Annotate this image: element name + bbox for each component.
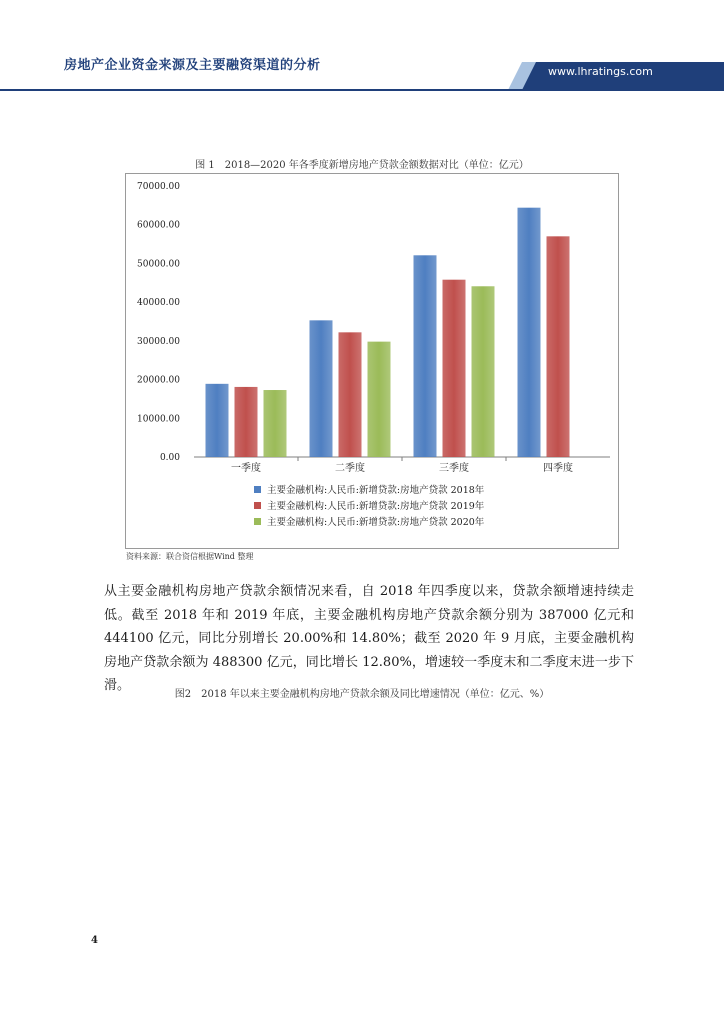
legend-label: 主要金融机构:人民币:新增贷款:房地产贷款 2019年 — [267, 501, 485, 512]
y-tick-label: 30000.00 — [137, 336, 180, 347]
y-tick-label: 0.00 — [159, 453, 180, 463]
legend-swatch — [254, 486, 261, 493]
bar-chart — [126, 174, 618, 548]
x-category-label: 二季度 — [335, 463, 365, 474]
legend-label: 主要金融机构:人民币:新增贷款:房地产贷款 2018年 — [267, 485, 485, 496]
bar-1-4 — [518, 208, 541, 457]
chart-frame — [125, 173, 619, 549]
x-category-label: 四季度 — [543, 463, 573, 474]
y-tick-label: 40000.00 — [137, 298, 180, 309]
header-url[interactable]: www.lhratings.com — [548, 65, 653, 78]
bar-3-1 — [264, 390, 287, 457]
y-tick-label: 20000.00 — [137, 375, 180, 386]
bar-2-3 — [443, 280, 466, 457]
page-number: 4 — [91, 935, 98, 946]
y-tick-label: 10000.00 — [137, 414, 180, 425]
figure1-caption: 图 1 2018—2020 年各季度新增房地产贷款金额数据对比（单位：亿元） — [195, 160, 529, 171]
bar-2-2 — [339, 332, 362, 457]
bar-1-3 — [414, 255, 437, 457]
bar-1-2 — [310, 320, 333, 457]
y-tick-label: 60000.00 — [137, 220, 180, 231]
x-category-label: 三季度 — [439, 463, 469, 474]
figure2-caption: 图2 2018 年以来主要金融机构房地产贷款余额及同比增速情况（单位：亿元、%） — [174, 689, 550, 700]
bar-1-1 — [206, 384, 229, 457]
bar-2-1 — [235, 387, 258, 457]
legend-label: 主要金融机构:人民币:新增贷款:房地产贷款 2020年 — [267, 517, 485, 528]
header-band — [0, 0, 724, 100]
x-category-label: 一季度 — [231, 463, 261, 474]
y-tick-label: 70000.00 — [137, 182, 180, 192]
body-paragraph: 从主要金融机构房地产贷款余额情况来看，自 2018 年四季度以来，贷款余额增速持续走低。截至 2018 年和 2019 年底，主要金融机构房地产贷款余额分别为 387000 亿元和 444100 亿元，同比分别增长 20.00%和 14.80%；截至 2020 年 9 月底，主要金融机构房地产贷款余额为 488300 亿元，同比增长 12.80%，增速较一季度末和二季度末进一步下滑。 — [104, 584, 634, 693]
y-tick-label: 50000.00 — [137, 259, 180, 270]
header-title: 房地产企业资金来源及主要融资渠道的分析 — [64, 58, 321, 73]
legend-swatch — [254, 518, 261, 525]
bar-3-2 — [368, 342, 391, 457]
bar-2-4 — [547, 236, 570, 457]
bar-3-3 — [472, 286, 495, 457]
figure1-source: 资料来源：联合资信根据Wind 整理 — [126, 552, 254, 561]
legend-swatch — [254, 502, 261, 509]
